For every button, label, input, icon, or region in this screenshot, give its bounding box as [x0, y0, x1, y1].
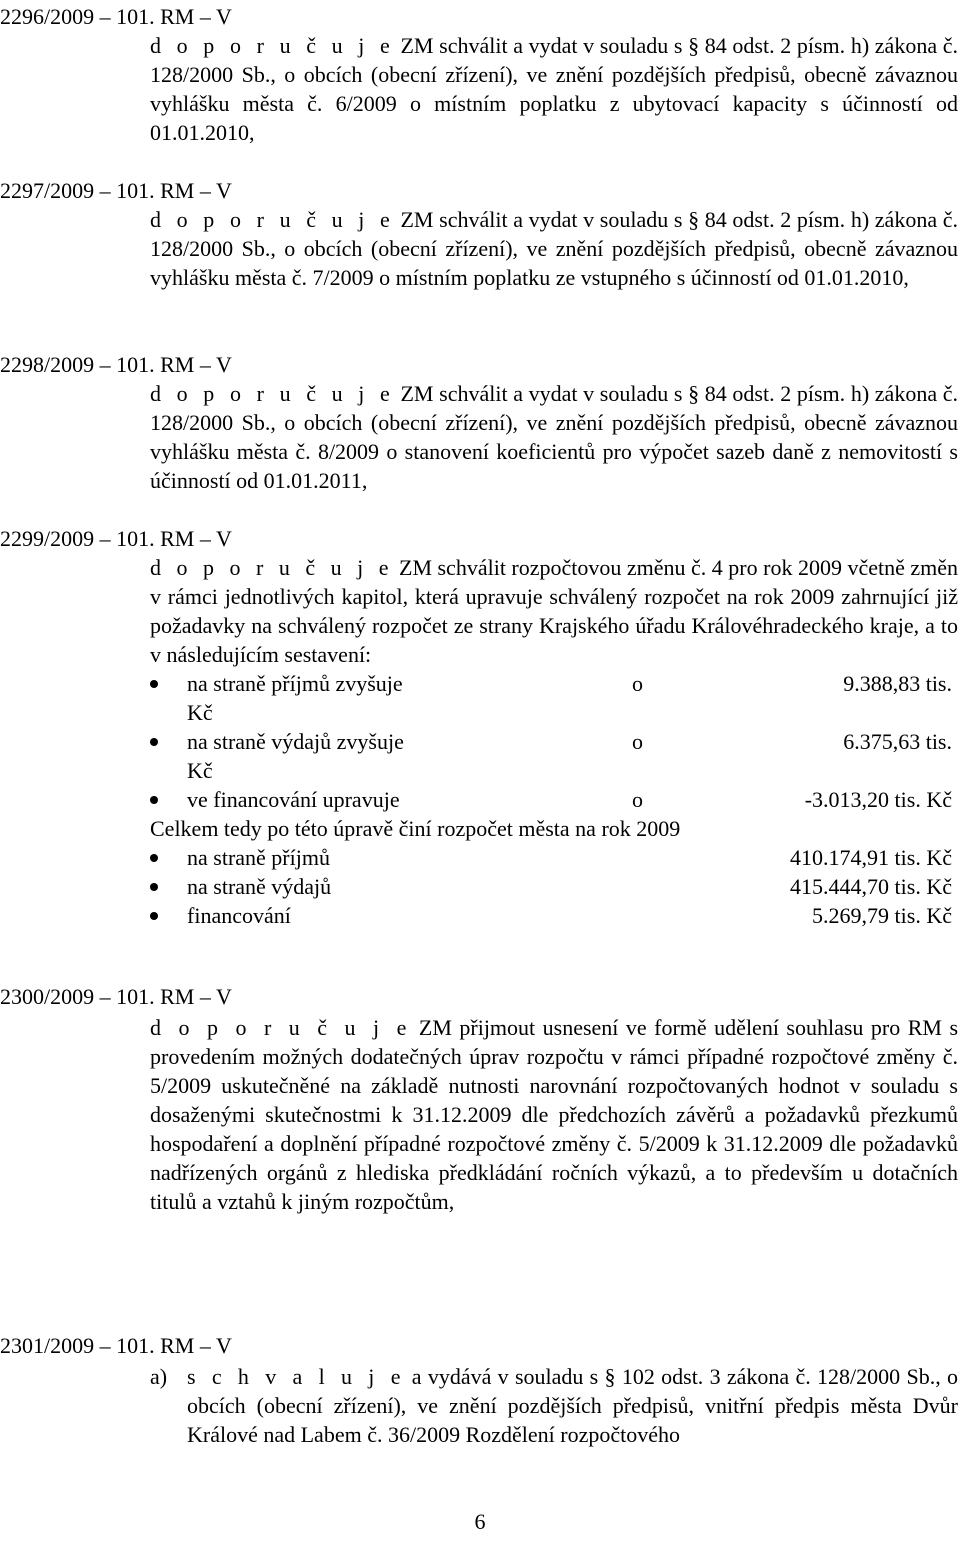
- budget-change-amount: -3.013,20 tis. Kč: [804, 787, 952, 812]
- budget-total-item: [150, 843, 960, 872]
- resolution-header: 2297/2009 – 101. RM – V: [0, 178, 232, 203]
- resolution-2300: [0, 982, 960, 1216]
- resolution-body: ZM schválit a vydat v souladu s § 84 odst. 2 písm. h) zákona č. 128/2000 Sb., o obcích (obecní zřízení), ve znění pozdějších předpisů, obecně závaznou vyhlášku města č. 6/2009 o místním poplatku z ubytovací kapacity s účinností od 01.01.2010,: [150, 33, 959, 145]
- budget-total-label: na straně výdajů: [187, 874, 332, 899]
- budget-change-item: [150, 785, 960, 814]
- budget-change-label: na straně výdajů zvyšuje: [187, 729, 404, 754]
- budget-total-label: financování: [187, 903, 291, 928]
- bullet-icon: [150, 680, 158, 688]
- resolution-header: 2298/2009 – 101. RM – V: [0, 352, 232, 377]
- resolution-2297: [0, 176, 960, 292]
- budget-total-amount: 5.269,79 tis. Kč: [812, 903, 952, 928]
- resolution-keyword: s c h v a l u j e: [187, 1364, 406, 1389]
- budget-total-item: [150, 872, 960, 901]
- resolution-text: [150, 31, 958, 147]
- resolution-text: [187, 1362, 958, 1449]
- resolution-header: 2301/2009 – 101. RM – V: [0, 1333, 232, 1358]
- resolution-2298: [0, 350, 960, 495]
- resolution-body: ZM schválit a vydat v souladu s § 84 odst. 2 písm. h) zákona č. 128/2000 Sb., o obcích (obecní zřízení), ve znění pozdějších předpisů, obecně závaznou vyhlášku města č. 7/2009 o místním poplatku ze vstupného s účinností od 01.01.2010,: [150, 207, 959, 290]
- resolution-point-a: [150, 1362, 958, 1449]
- budget-change-amount: 9.388,83 tis.: [843, 671, 952, 696]
- budget-change-label: ve financování upravuje: [187, 787, 400, 812]
- budget-total-intro: Celkem tedy po této úpravě činí rozpočet města na rok 2009: [150, 816, 681, 841]
- bullet-icon: [150, 883, 158, 891]
- resolution-body: ZM schválit a vydat v souladu s § 84 odst. 2 písm. h) zákona č. 128/2000 Sb., o obcích (obecní zřízení), ve znění pozdějších předpisů, obecně závaznou vyhlášku města č. 8/2009 o stanovení koeficientů pro výpočet sazeb daně z nemovitostí s účinností od 01.01.2011,: [150, 381, 959, 493]
- resolution-text: [150, 205, 958, 292]
- budget-change-o: o: [632, 787, 643, 812]
- resolution-keyword: d o p o r u č u j e: [150, 207, 395, 232]
- budget-total-item: [150, 901, 960, 930]
- resolution-keyword: d o p o r u č u j e: [150, 33, 395, 58]
- resolution-body: ZM přijmout usnesení ve formě udělení souhlasu pro RM s provedením možných dodatečných úprav rozpočtu v rámci případné rozpočtové změny č. 5/2009 uskutečněné na základě nutnosti narovnání rozpočtovaných hodnot v souladu s dosaženými skutečnostmi k 31.12.2009 dle předchozích závěrů a požadavků přezkumů hospodaření a doplnění případné rozpočtové změny č. 5/2009 k 31.12.2009 dle požadavků nadřízených orgánů z hlediska předkládání ročních výkazů, a to především u dotačních titulů a vztahů k jiným rozpočtům,: [150, 1015, 959, 1214]
- budget-change-item: [150, 669, 960, 698]
- bullet-icon: [150, 796, 158, 804]
- budget-total-amount: 415.444,70 tis. Kč: [790, 874, 952, 899]
- bullet-icon: [150, 912, 158, 920]
- resolution-text: [150, 553, 958, 669]
- resolution-keyword: d o p o r u č u j e: [150, 555, 394, 580]
- budget-change-label: na straně příjmů zvyšuje: [187, 671, 403, 696]
- budget-change-unit: Kč: [187, 758, 213, 783]
- resolution-keyword: d o p o r u č u j e: [150, 1015, 412, 1040]
- resolution-2299: [0, 524, 960, 930]
- budget-change-amount: 6.375,63 tis.: [843, 729, 952, 754]
- resolution-2296: [0, 2, 960, 147]
- page-number: 6: [474, 1509, 486, 1534]
- budget-totals-list: [0, 843, 960, 930]
- budget-change-item: [150, 727, 960, 756]
- point-letter: a): [150, 1364, 168, 1389]
- budget-change-unit: Kč: [187, 700, 213, 725]
- resolution-2301: [0, 1331, 960, 1449]
- resolution-text: [150, 379, 958, 495]
- resolution-header: 2299/2009 – 101. RM – V: [0, 526, 232, 551]
- budget-change-o: o: [632, 729, 643, 754]
- budget-total-amount: 410.174,91 tis. Kč: [790, 845, 952, 870]
- budget-changes-list: [0, 669, 960, 814]
- budget-change-o: o: [632, 671, 643, 696]
- resolution-body: ZM schválit rozpočtovou změnu č. 4 pro rok 2009 včetně změn v rámci jednotlivých kapitol, která upravuje schválený rozpočet na rok 2009 zahrnující již požadavky na schválený rozpočet ze strany Krajského úřadu Královéhradeckého kraje, a to v následujícím sestavení:: [150, 555, 959, 667]
- resolution-header: 2296/2009 – 101. RM – V: [0, 4, 232, 29]
- resolution-body: a vydává v souladu s § 102 odst. 3 zákona č. 128/2000 Sb., o obcích (obecní zřízení), ve znění pozdějších předpisů, vnitřní předpis města Dvůr Králové nad Labem č. 36/2009 Rozdělení rozpočtového: [187, 1364, 958, 1447]
- bullet-icon: [150, 738, 158, 746]
- budget-total-label: na straně příjmů: [187, 845, 330, 870]
- resolution-header: 2300/2009 – 101. RM – V: [0, 984, 232, 1009]
- bullet-icon: [150, 854, 158, 862]
- resolution-text: [150, 1013, 958, 1216]
- resolution-keyword: d o p o r u č u j e: [150, 381, 395, 406]
